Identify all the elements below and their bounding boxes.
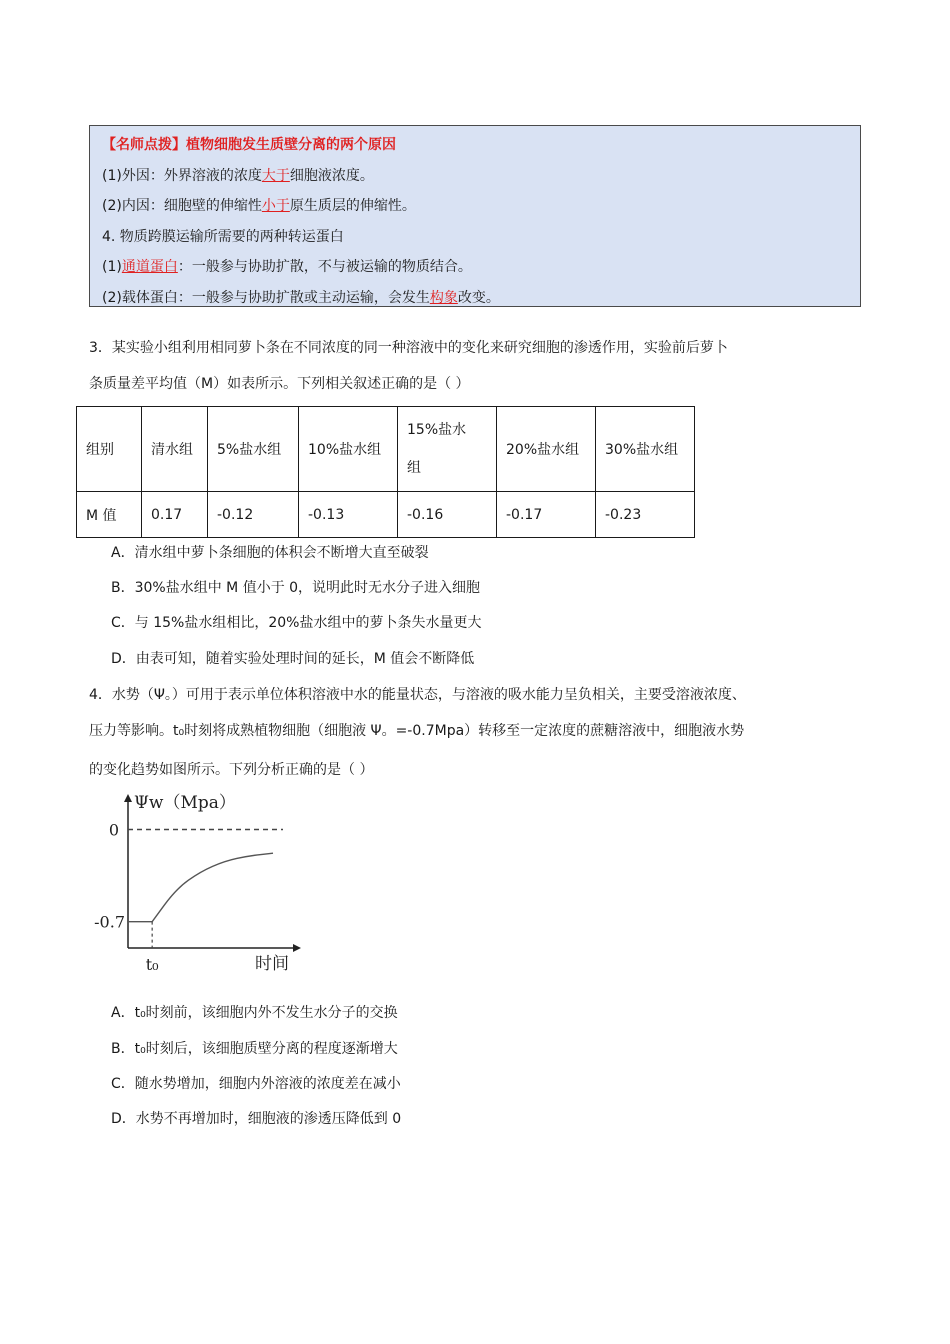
answer-blank: 大于	[261, 167, 290, 184]
table-cell: -0.13	[299, 492, 398, 538]
teacher-tip-box	[89, 125, 861, 307]
table-cell: -0.16	[398, 492, 497, 538]
q3-option-a: A．清水组中萝卜条细胞的体积会不断增大直至破裂	[111, 545, 429, 561]
x-tick-label: t₀	[145, 955, 159, 974]
x-axis-arrow-icon	[293, 944, 301, 952]
tip-line-3: 4. 物质跨膜运输所需要的两种转运蛋白	[102, 228, 344, 245]
q3-stem-line-2: 条质量差平均值（M）如表所示。下列相关叙述正确的是（ ）	[89, 376, 470, 392]
q3-option-c: C．与 15%盐水组相比，20%盐水组中的萝卜条失水量更大	[111, 615, 482, 631]
tip-line-1: (1)外因：外界溶液的浓度大于细胞液浓度。	[102, 167, 374, 184]
y-axis-label: Ψw（Mpa）	[134, 793, 236, 813]
table-cell: -0.23	[596, 492, 695, 538]
table-cell: 0.17	[142, 492, 208, 538]
water-potential-chart	[85, 786, 315, 976]
table-cell: -0.12	[208, 492, 299, 538]
tip-title: 【名师点拨】植物细胞发生质壁分离的两个原因	[102, 137, 396, 153]
answer-blank: 通道蛋白	[121, 259, 178, 275]
m-value-table	[76, 406, 695, 538]
y-axis-arrow-icon	[124, 794, 132, 802]
table-row	[77, 492, 695, 538]
table-header-cell: 10%盐水组	[299, 407, 398, 492]
table-cell: M 值	[77, 492, 142, 538]
table-header-row	[77, 407, 695, 492]
q4-stem-line-1: 4．水势（Ψ。）可用于表示单位体积溶液中水的能量状态，与溶液的吸水能力呈负相关，主要受溶液浓度、	[89, 687, 746, 703]
answer-blank: 小于	[261, 198, 290, 214]
table-cell: -0.17	[497, 492, 596, 538]
q4-option-d: D．水势不再增加时，细胞液的渗透压降低到 0	[111, 1111, 402, 1127]
answer-blank: 构象	[429, 289, 458, 306]
q3-option-d: D．由表可知，随着实验处理时间的延长，M 值会不断降低	[111, 651, 475, 667]
table-header-cell: 清水组	[142, 407, 208, 492]
q4-option-b: B．t₀时刻后，该细胞质壁分离的程度逐渐增大	[111, 1041, 398, 1057]
q4-stem-line-2: 压力等影响。t₀时刻将成熟植物细胞（细胞液 Ψ。=-0.7Mpa）转移至一定浓度的蔗糖溶液中，细胞液水势	[89, 723, 745, 739]
q3-stem-line-1: 3．某实验小组利用相同萝卜条在不同浓度的同一种溶液中的变化来研究细胞的渗透作用，实验前后萝卜	[89, 340, 728, 356]
y-tick-label: -0.7	[94, 912, 125, 932]
table-header-cell: 5%盐水组	[208, 407, 299, 492]
q4-stem-line-3: 的变化趋势如图所示。下列分析正确的是（ ）	[89, 762, 374, 778]
water-potential-curve	[128, 853, 273, 921]
q4-option-a: A．t₀时刻前，该细胞内外不发生水分子的交换	[111, 1005, 398, 1021]
y-tick-label: 0	[108, 820, 119, 840]
tip-line-4: (1)通道蛋白：一般参与协助扩散，不与被运输的物质结合。	[102, 259, 472, 275]
table-header-cell: 20%盐水组	[497, 407, 596, 492]
chart-marks	[128, 830, 283, 949]
tip-line-2: (2)内因：细胞壁的伸缩性小于原生质层的伸缩性。	[102, 198, 416, 214]
x-axis-label: 时间	[255, 954, 289, 974]
q4-option-c: C．随水势增加，细胞内外溶液的浓度差在减小	[111, 1076, 401, 1092]
table-header-cell: 30%盐水组	[596, 407, 695, 492]
chart-axes	[124, 794, 301, 952]
tip-line-5: (2)载体蛋白：一般参与协助扩散或主动运输，会发生构象改变。	[102, 289, 500, 306]
q3-option-b: B．30%盐水组中 M 值小于 0，说明此时无水分子进入细胞	[111, 580, 481, 596]
table-header-cell: 组别	[77, 407, 142, 492]
table-header-cell: 15%盐水组	[398, 407, 497, 492]
